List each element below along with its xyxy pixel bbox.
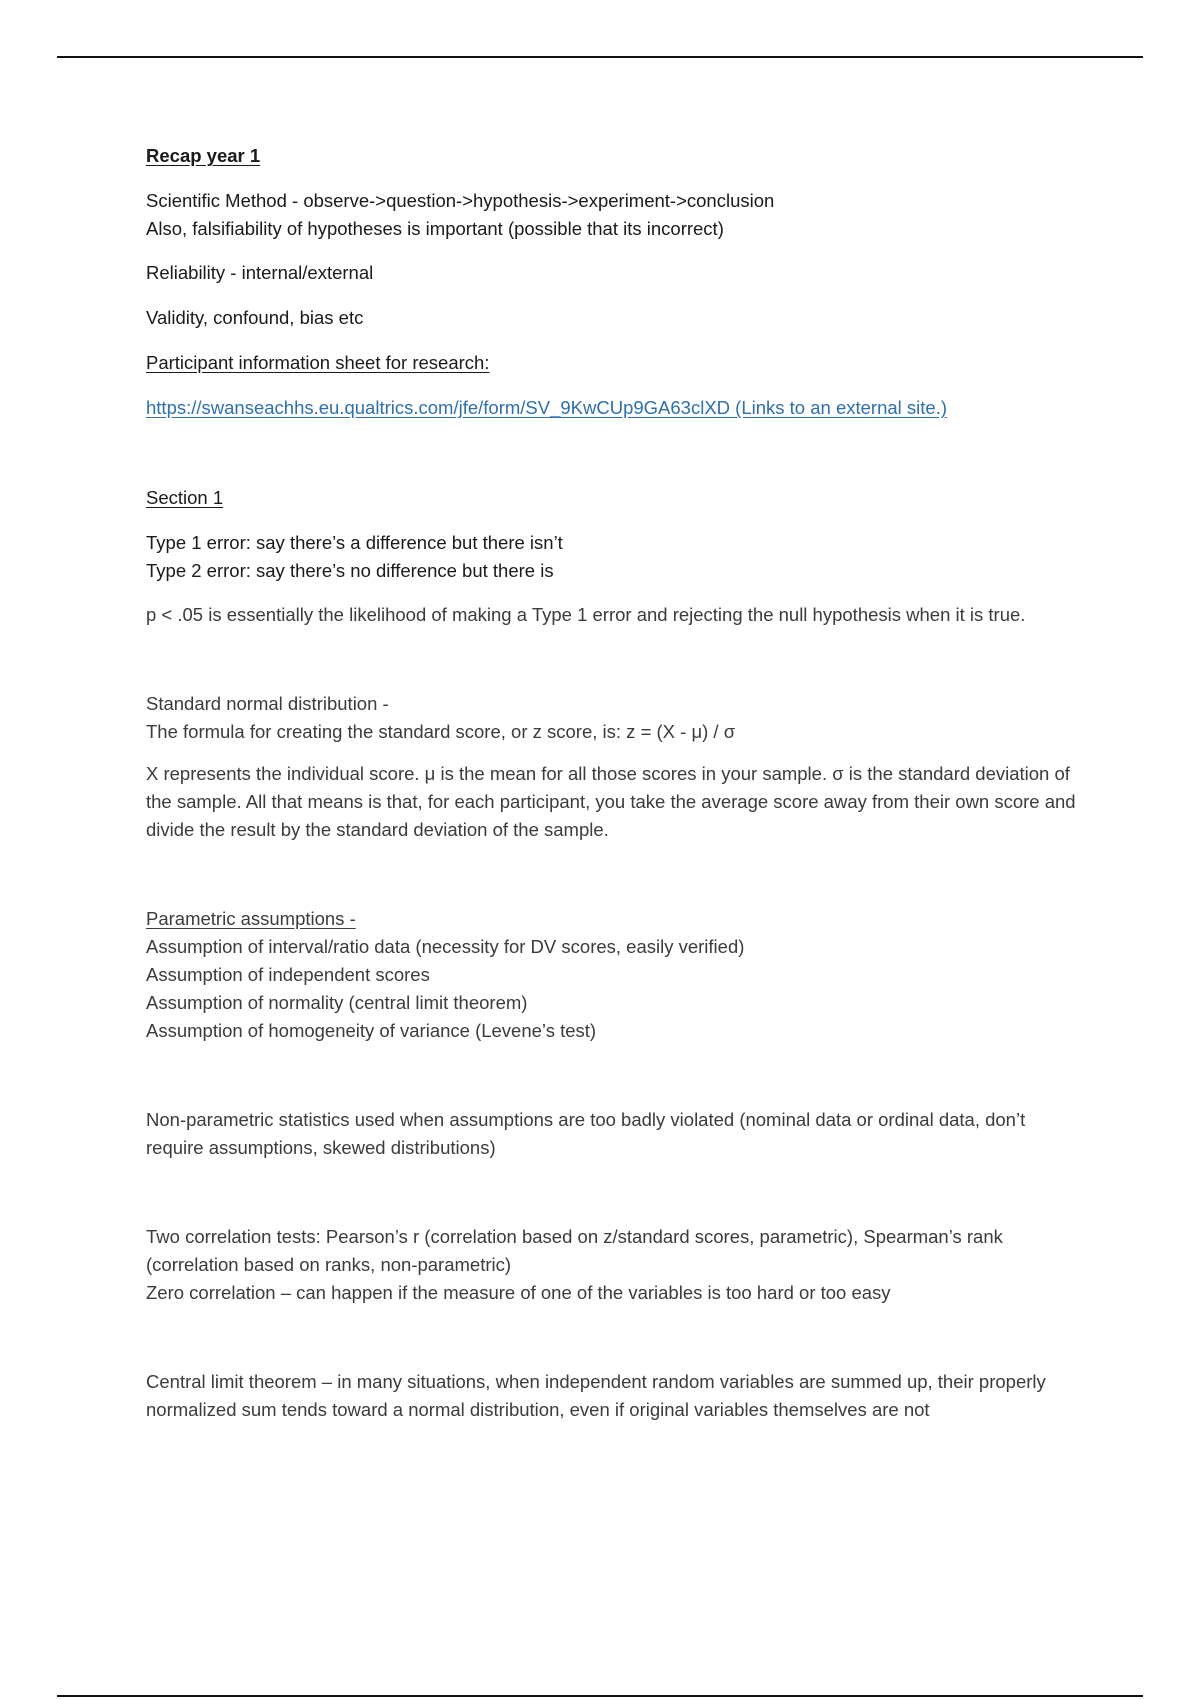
type2-error-line: Type 2 error: say there’s no difference but there is	[146, 560, 554, 581]
footer-rule	[57, 1695, 1143, 1697]
nonparametric-paragraph: Non-parametric statistics used when assumptions are too badly violated (nominal data or ordinal data, don’t require assumptions, skewed distributions)	[146, 1109, 1026, 1158]
participant-link[interactable]: https://swanseachhs.eu.qualtrics.com/jfe/form/SV_9KwCUp9GA63clXD (Links to an external site.)	[146, 397, 947, 418]
snd-explanation: X represents the individual score. μ is the mean for all those scores in your sample. σ is the standard deviation of the sample. All that means is that, for each participant, you take the average score away from their own score and divide the result by the standard deviation of the sample.	[146, 763, 1076, 840]
p-value-line: p < .05 is essentially the likelihood of making a Type 1 error and rejecting the null hypothesis when it is true.	[146, 604, 1026, 625]
snd-title: Standard normal distribution -	[146, 693, 389, 714]
validity-line: Validity, confound, bias etc	[146, 307, 364, 328]
correlation-paragraph: Two correlation tests: Pearson’s r (correlation based on z/standard scores, parametric), Spearman’s rank (correlation based on ranks, non-parametric)	[146, 1226, 1003, 1275]
participant-heading: Participant information sheet for research:	[146, 352, 490, 373]
reliability-line: Reliability - internal/external	[146, 262, 374, 283]
falsifiability-line: Also, falsifiability of hypotheses is important (possible that its incorrect)	[146, 218, 724, 239]
param-item-2: Assumption of independent scores	[146, 964, 430, 985]
snd-formula: The formula for creating the standard score, or z score, is: z = (X - μ) / σ	[146, 721, 736, 742]
param-item-1: Assumption of interval/ratio data (necessity for DV scores, easily verified)	[146, 936, 745, 957]
param-item-3: Assumption of normality (central limit theorem)	[146, 992, 528, 1013]
type1-error-line: Type 1 error: say there’s a difference but there isn’t	[146, 532, 563, 553]
parametric-heading: Parametric assumptions -	[146, 908, 356, 929]
document-body	[146, 142, 1086, 1424]
section1-heading: Section 1	[146, 487, 224, 508]
scientific-method-line: Scientific Method - observe->question->hypothesis->experiment->conclusion	[146, 190, 775, 211]
param-item-4: Assumption of homogeneity of variance (Levene’s test)	[146, 1020, 597, 1041]
header-rule	[57, 56, 1143, 58]
zero-correlation-line: Zero correlation – can happen if the measure of one of the variables is too hard or too easy	[146, 1282, 891, 1303]
recap-heading: Recap year 1	[146, 145, 261, 166]
central-limit-paragraph: Central limit theorem – in many situations, when independent random variables are summed up, their properly normalized sum tends toward a normal distribution, even if original variables themselves are not	[146, 1371, 1046, 1420]
